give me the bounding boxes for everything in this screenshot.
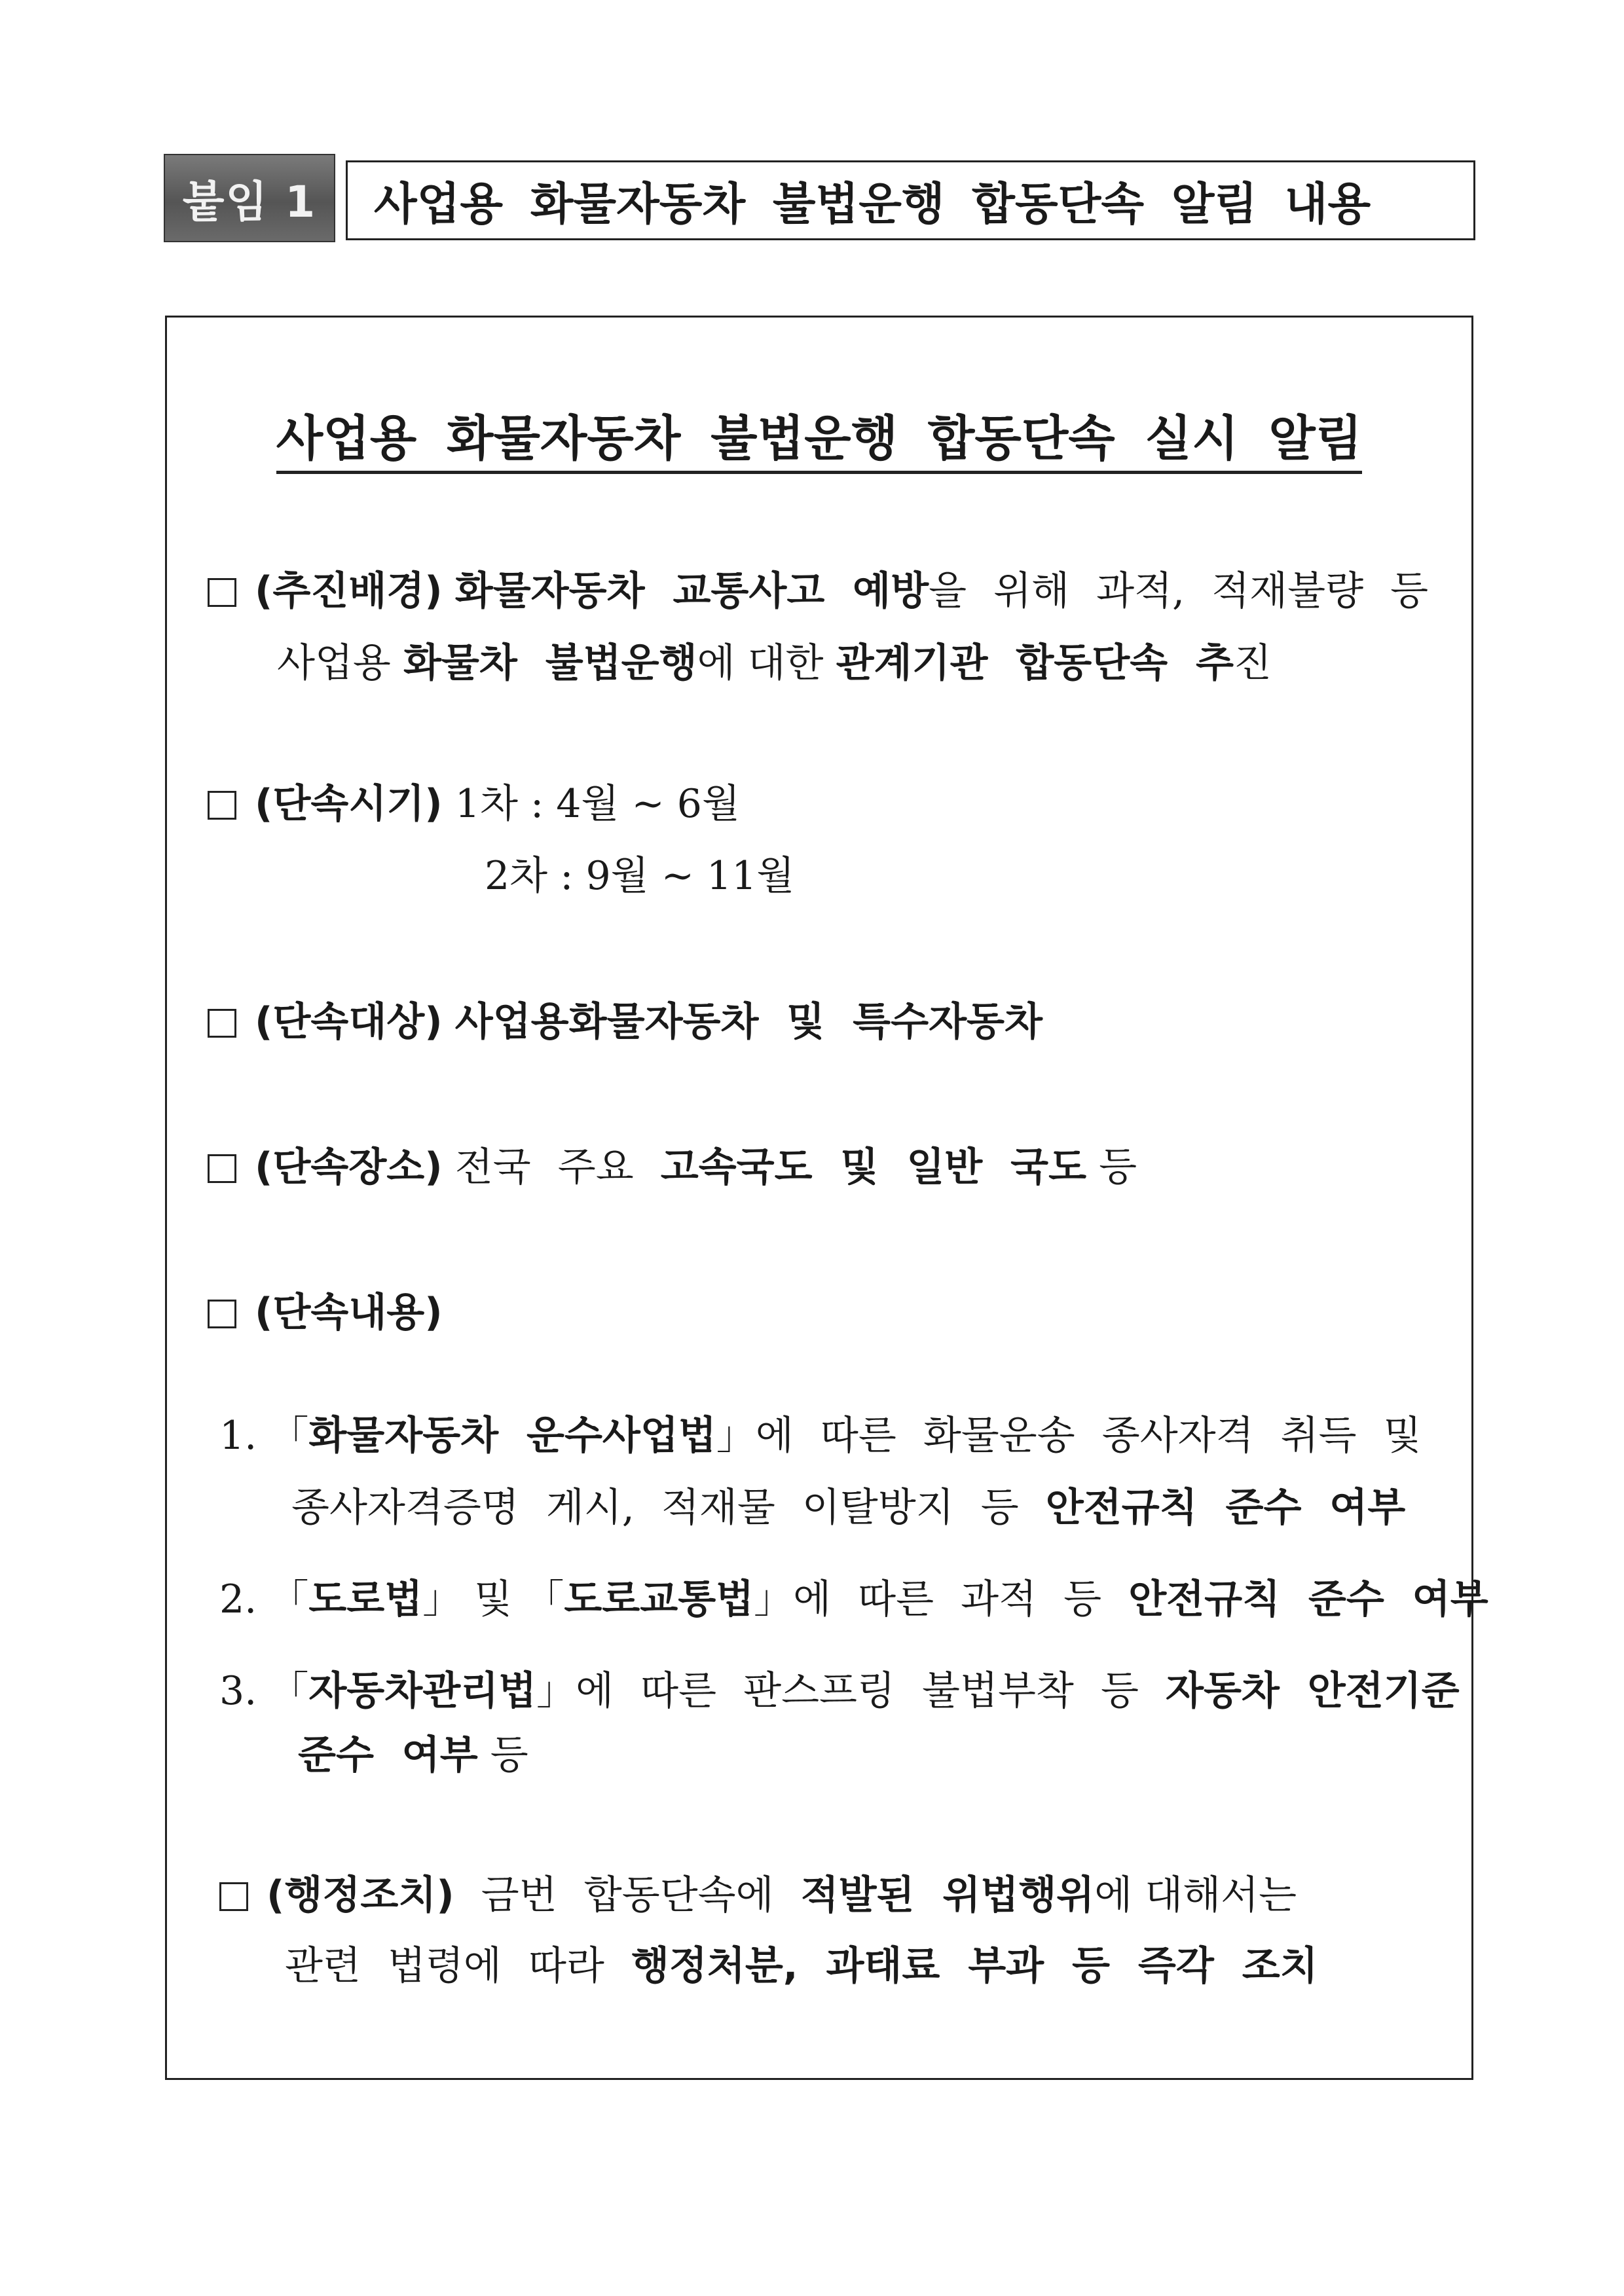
header-title: 사업용 화물자동차 불법운행 합동단속 알림 내용 (346, 160, 1475, 240)
action-line-1: (행정조치) 금번 합동단속에 적발된 위법행위에 대해서는 (219, 1864, 1297, 1920)
checkbox-icon (208, 578, 236, 607)
checkbox-icon (208, 1009, 236, 1038)
checkbox-icon (208, 791, 236, 820)
checkbox-icon (219, 1882, 248, 1911)
attachment-badge: 붙임 1 (164, 154, 335, 242)
action-line-2: 관련 법령에 따라 행정처분, 과태료 부과 등 즉각 조치 (285, 1943, 1318, 1989)
period-line-2: 2차 : 9월 ~ 11월 (485, 853, 795, 899)
content-item-3-line-2: 준수 여부 등 (298, 1732, 528, 1778)
target-line: (단속대상) 사업용화물자동차 및 특수자동차 (208, 991, 1043, 1047)
location-line: (단속장소) 전국 주요 고속국도 및 일반 국도 등 (208, 1136, 1137, 1192)
content-item-1-line-2: 종사자격증명 게시, 적재물 이탈방지 등 안전규칙 준수 여부 (291, 1485, 1406, 1531)
header (164, 154, 1473, 242)
content-item-1-line-1: 1. 「화물자동차 운수사업법」에 따른 화물운송 종사자격 취득 및 (219, 1413, 1422, 1459)
notice-box (165, 316, 1488, 2080)
content-item-3-line-1: 3. 「자동차관리법」에 따른 판스프링 불법부착 등 자동차 안전기준 (219, 1668, 1460, 1714)
notice-title: 사업용 화물자동차 불법운행 합동단속 실시 알림 (167, 400, 1471, 469)
content-line: (단속내용) (208, 1281, 443, 1338)
checkbox-icon (208, 1300, 236, 1328)
checkbox-icon (208, 1154, 236, 1183)
background-line-2: 사업용 화물차 불법운행에 대한 관계기관 합동단속 추진 (277, 640, 1272, 686)
background-line-1: (추진배경) 화물자동차 교통사고 예방을 위해 과적, 적재불량 등 (208, 560, 1428, 616)
content-item-2-line: 2. 「도로법」 및 「도로교통법」에 따른 과적 등 안전규칙 준수 여부 (219, 1576, 1488, 1622)
period-line-1: (단속시기) 1차 : 4월 ~ 6월 (208, 773, 740, 829)
